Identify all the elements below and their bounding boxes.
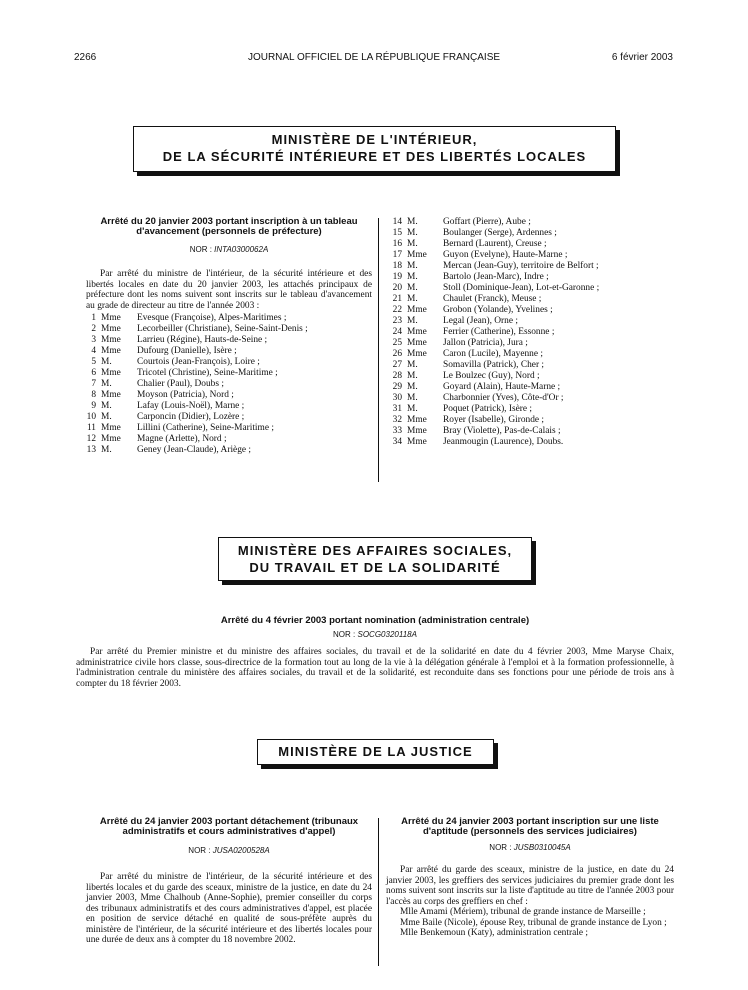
- item-name: Goyard (Alain), Haute-Marne ;: [443, 382, 561, 392]
- item-title: Mme: [407, 415, 427, 425]
- list-item: [384, 305, 674, 316]
- arrete-text: Par arrêté du ministre de l'intérieur, de la sécurité intérieure et des libertés locales et du garde des sceaux, ministre de la justice, en date du 24 janvier 2003, Mme Chalhoub (Anne-Sophie), premier conseiller du corps des tribunaux administratifs et des cours administratives d'appel, est placée en position de service détaché en qualité de sous-préfète auprès du ministère de l'intérieur, de la sécurité intérieure et des libertés locales pour une durée de deux ans à compter du 18 novembre 2002.: [86, 872, 372, 945]
- item-title: Mme: [101, 390, 121, 400]
- item-name: Moyson (Patricia), Nord ;: [137, 390, 234, 400]
- list-item: [86, 379, 372, 390]
- ministry-line-2: DU TRAVAIL ET DE LA SOLIDARITÉ: [249, 560, 501, 575]
- item-number: 30: [392, 393, 402, 403]
- list-item: [384, 261, 674, 272]
- list-item: [86, 434, 372, 445]
- list-item: [384, 283, 674, 294]
- list-item: [86, 401, 372, 412]
- list-item: [86, 368, 372, 379]
- item-number: 29: [392, 382, 402, 392]
- item-number: 5: [91, 357, 96, 367]
- arrete-text: Par arrêté du Premier ministre et du ministre des affaires sociales, du travail et de la solidarité en date du 4 février 2003, Mme Maryse Chaix, administratrice civile hors classe, sous-directrice de la formation tout au long de la vie à la délégation générale à l'emploi et à la formation professionnelle, à l'administration centrale du ministère des affaires sociales, du travail et de la solidarité, est reconduite dans ses fonctions pour une période de trois ans à compter du 18 février 2003.: [76, 647, 674, 689]
- item-number: 8: [91, 390, 96, 400]
- item-name: Lecorbeiller (Christiane), Seine-Saint-Denis ;: [137, 324, 308, 334]
- arrete-title: Arrêté du 4 février 2003 portant nomination (administration centrale): [220, 615, 530, 626]
- item-number: 4: [91, 346, 96, 356]
- item-number: 21: [392, 294, 402, 304]
- item-number: 34: [392, 437, 402, 447]
- arrete-title: Arrêté du 24 janvier 2003 portant détachement (tribunaux administratifs et cours administratives d'appel): [99, 816, 359, 837]
- item-title: M.: [407, 382, 418, 392]
- list-item: [384, 316, 674, 327]
- item-number: 28: [392, 371, 402, 381]
- item-number: 16: [392, 239, 402, 249]
- aptitude-entry: Mme Baile (Nicole), épouse Rey, tribunal de grande instance de Lyon ;: [400, 917, 667, 928]
- ministry-header-justice: [257, 739, 494, 765]
- item-name: Caron (Lucile), Mayenne ;: [443, 349, 543, 359]
- item-name: Lillini (Catherine), Seine-Maritime ;: [137, 423, 274, 433]
- list-item: [384, 426, 674, 437]
- item-title: M.: [407, 404, 418, 414]
- column-divider: [378, 818, 379, 966]
- item-name: Jallon (Patricia), Jura ;: [443, 338, 528, 348]
- list-item: [384, 294, 674, 305]
- arrete-detachement: [86, 817, 372, 946]
- item-number: 18: [392, 261, 402, 271]
- item-number: 7: [91, 379, 96, 389]
- item-title: M.: [407, 239, 418, 249]
- aptitude-entry: Mlle Benkemoun (Katy), administration centrale ;: [400, 928, 588, 938]
- list-item: [384, 437, 674, 448]
- item-title: M.: [101, 401, 112, 411]
- item-number: 19: [392, 272, 402, 282]
- list-item: [86, 390, 372, 401]
- item-number: 24: [392, 327, 402, 337]
- item-number: 17: [392, 250, 402, 260]
- item-number: 33: [392, 426, 402, 436]
- item-name: Lafay (Louis-Noël), Marne ;: [137, 401, 245, 411]
- item-title: Mme: [101, 434, 121, 444]
- nor-reference: NOR : SOCG0320118A: [333, 630, 417, 639]
- item-title: Mme: [407, 327, 427, 337]
- arrete-title: Arrêté du 20 janvier 2003 portant inscription à un tableau d'avancement (personnels de préfecture): [100, 216, 358, 237]
- item-name: Magne (Arlette), Nord ;: [137, 434, 227, 444]
- item-number: 14: [392, 217, 402, 227]
- list-item: [384, 371, 674, 382]
- nor-reference: NOR : INTA0300062A: [189, 245, 269, 254]
- item-name: Evesque (Françoise), Alpes-Maritimes ;: [137, 313, 287, 323]
- ministry-header-affaires-sociales: [218, 537, 532, 581]
- list-item: [384, 272, 674, 283]
- item-number: 1: [91, 313, 96, 323]
- list-item: [384, 239, 674, 250]
- list-item: [384, 327, 674, 338]
- list-item: [86, 346, 372, 357]
- item-title: Mme: [407, 250, 427, 260]
- item-title: M.: [101, 412, 112, 422]
- arrete-liste-aptitude: [386, 817, 674, 939]
- item-number: 6: [91, 368, 96, 378]
- item-name: Jeanmougin (Laurence), Doubs.: [443, 437, 564, 447]
- item-name: Bartolo (Jean-Marc), Indre ;: [443, 272, 549, 282]
- list-item: [384, 360, 674, 371]
- item-title: Mme: [407, 305, 427, 315]
- item-number: 23: [392, 316, 402, 326]
- item-name: Carponcin (Didier), Lozère ;: [137, 412, 245, 422]
- item-title: M.: [407, 316, 418, 326]
- nor-reference: NOR : JUSA0200528A: [188, 846, 270, 855]
- promotion-list-right: [384, 217, 674, 448]
- item-name: Chaulet (Franck), Meuse ;: [443, 294, 542, 304]
- item-number: 13: [86, 445, 96, 455]
- item-number: 10: [86, 412, 96, 422]
- list-item: [384, 228, 674, 239]
- item-name: Goffart (Pierre), Aube ;: [443, 217, 531, 227]
- item-name: Guyon (Evelyne), Haute-Marne ;: [443, 250, 568, 260]
- list-item: [384, 415, 674, 426]
- promotion-list-left: [86, 313, 372, 456]
- item-name: Geney (Jean-Claude), Ariège ;: [137, 445, 252, 455]
- item-title: M.: [407, 272, 418, 282]
- list-item: [86, 313, 372, 324]
- item-name: Legal (Jean), Orne ;: [443, 316, 518, 326]
- list-item: [86, 357, 372, 368]
- item-title: M.: [101, 379, 112, 389]
- item-title: Mme: [407, 349, 427, 359]
- ministry-line-1: MINISTÈRE DES AFFAIRES SOCIALES,: [237, 543, 513, 558]
- column-divider: [378, 218, 379, 482]
- item-name: Chalier (Paul), Doubs ;: [137, 379, 224, 389]
- item-number: 9: [91, 401, 96, 411]
- list-item: [384, 382, 674, 393]
- list-item: [86, 445, 372, 456]
- item-number: 31: [392, 404, 402, 414]
- item-name: Somavilla (Patrick), Cher ;: [443, 360, 545, 370]
- item-title: Mme: [101, 423, 121, 433]
- item-number: 3: [91, 335, 96, 345]
- item-name: Bernard (Laurent), Creuse ;: [443, 239, 547, 249]
- item-title: Mme: [407, 426, 427, 436]
- item-name: Stoll (Dominique-Jean), Lot-et-Garonne ;: [443, 283, 600, 293]
- item-name: Mercan (Jean-Guy), territoire de Belfort ;: [443, 261, 599, 271]
- item-name: Larrieu (Régine), Hauts-de-Seine ;: [137, 335, 268, 345]
- item-number: 15: [392, 228, 402, 238]
- arrete-inscription-tableau: [86, 217, 372, 456]
- item-title: M.: [101, 445, 112, 455]
- item-number: 12: [86, 434, 96, 444]
- item-title: Mme: [101, 313, 121, 323]
- item-number: 26: [392, 349, 402, 359]
- page-number: 2266: [74, 52, 97, 63]
- item-title: Mme: [101, 335, 121, 345]
- item-name: Tricotel (Christine), Seine-Maritime ;: [137, 368, 278, 378]
- list-item: [384, 217, 674, 228]
- item-title: M.: [407, 360, 418, 370]
- item-number: 2: [91, 324, 96, 334]
- item-number: 32: [392, 415, 402, 425]
- item-title: Mme: [101, 346, 121, 356]
- item-name: Ferrier (Catherine), Essonne ;: [443, 327, 555, 337]
- list-item: [86, 423, 372, 434]
- list-item: [384, 393, 674, 404]
- ministry-header-interieur: [133, 126, 616, 172]
- arrete-title: Arrêté du 24 janvier 2003 portant inscription sur une liste d'aptitude (personnels des services judiciaires): [401, 816, 659, 837]
- item-title: Mme: [101, 368, 121, 378]
- item-name: Charbonnier (Yves), Côte-d'Or ;: [443, 393, 564, 403]
- arrete-intro: Par arrêté du ministre de l'intérieur, de la sécurité intérieure et des libertés locales en date du 20 janvier 2003, les attachés principaux de préfecture dont les noms suivent sont inscrits sur le tableau d'avancement au grade de directeur au titre de l'année 2003 :: [86, 269, 372, 311]
- item-name: Grobon (Yolande), Yvelines ;: [443, 305, 553, 315]
- item-title: M.: [407, 228, 418, 238]
- journal-title: JOURNAL OFFICIEL DE LA RÉPUBLIQUE FRANÇAISE: [247, 52, 501, 63]
- item-number: 22: [392, 305, 402, 315]
- item-title: M.: [407, 283, 418, 293]
- item-number: 20: [392, 283, 402, 293]
- item-number: 11: [86, 423, 96, 433]
- item-title: Mme: [407, 437, 427, 447]
- nor-reference: NOR : JUSB0310045A: [489, 843, 571, 852]
- item-name: Bray (Violette), Pas-de-Calais ;: [443, 426, 561, 436]
- list-item: [384, 338, 674, 349]
- item-title: M.: [101, 357, 112, 367]
- ministry-line-1: MINISTÈRE DE LA JUSTICE: [278, 744, 473, 759]
- item-number: 27: [392, 360, 402, 370]
- page-date: 6 février 2003: [611, 52, 673, 63]
- item-title: Mme: [407, 338, 427, 348]
- list-item: [86, 324, 372, 335]
- item-title: M.: [407, 294, 418, 304]
- item-number: 25: [392, 338, 402, 348]
- item-name: Courtois (Jean-François), Loire ;: [137, 357, 260, 367]
- item-title: M.: [407, 393, 418, 403]
- item-name: Poquet (Patrick), Isère ;: [443, 404, 533, 414]
- list-item: [86, 335, 372, 346]
- item-title: M.: [407, 261, 418, 271]
- ministry-line-2: DE LA SÉCURITÉ INTÉRIEURE ET DES LIBERTÉS LOCALES: [162, 149, 587, 164]
- item-title: M.: [407, 217, 418, 227]
- list-item: [384, 349, 674, 360]
- aptitude-entry: Mlle Amami (Mériem), tribunal de grande instance de Marseille ;: [400, 907, 646, 917]
- list-item: [86, 412, 372, 423]
- ministry-line-1: MINISTÈRE DE L'INTÉRIEUR,: [271, 132, 478, 147]
- arrete-text: Par arrêté du garde des sceaux, ministre de la justice, en date du 24 janvier 2003, les greffiers des services judiciaires du premier grade dont les noms suivent sont inscrits sur la liste d'aptitude au titre de l'année 2003 pour l'accès au corps des greffiers en chef :: [386, 865, 674, 907]
- item-name: Dufourg (Danielle), Isère ;: [137, 346, 237, 356]
- list-item: [384, 250, 674, 261]
- list-item: [384, 404, 674, 415]
- arrete-nomination: [76, 616, 674, 689]
- item-name: Le Boulzec (Guy), Nord ;: [443, 371, 540, 381]
- item-title: M.: [407, 371, 418, 381]
- item-name: Boulanger (Serge), Ardennes ;: [443, 228, 557, 238]
- item-title: Mme: [101, 324, 121, 334]
- item-name: Royer (Isabelle), Gironde ;: [443, 415, 545, 425]
